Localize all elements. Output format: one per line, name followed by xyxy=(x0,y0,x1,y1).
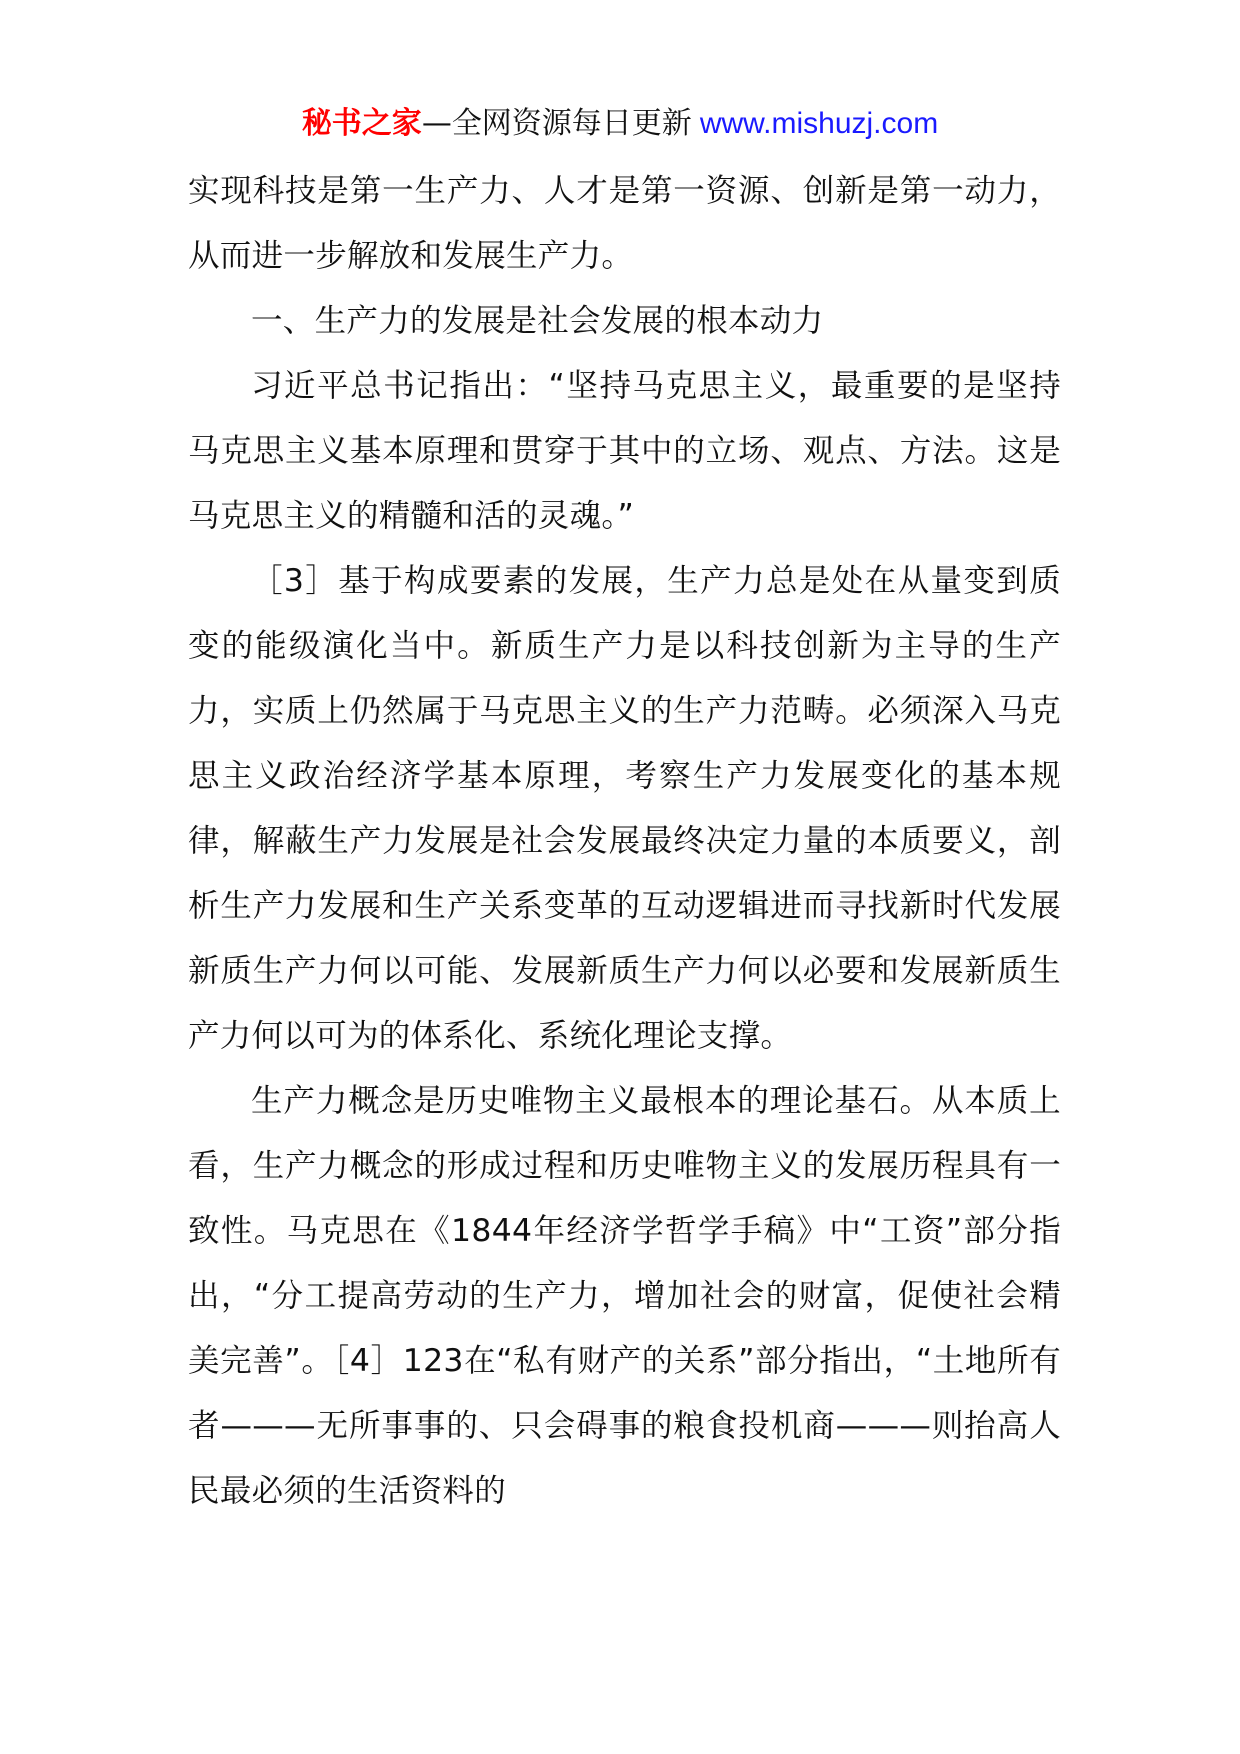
header-tagline: —全网资源每日更新 xyxy=(421,106,692,141)
paragraph-quote: 习近平总书记指出：“坚持马克思主义，最重要的是坚持马克思主义基本原理和贯穿于其中的立场、观点、方法。这是马克思主义的精髓和活的灵魂。” xyxy=(188,368,1061,534)
section-heading: 一、生产力的发展是社会发展的根本动力 xyxy=(251,303,824,339)
paragraph-productivity-concept: 生产力概念是历史唯物主义最根本的理论基石。从本质上看，生产力概念的形成过程和历史唯物主义的发展历程具有一致性。马克思在《1844年经济学哲学手稿》中“工资”部分指出，“分工提高劳动的生产力，增加社会的财富，促使社会精美完善”。［4］123在“私有财产的关系”部分指出，“土地所有者———无所事事的、只会碍事的粮食投机商———则抬高人民最必须的生活资料的 xyxy=(188,1083,1061,1509)
paragraph-productivity-evolution: ［3］基于构成要素的发展，生产力总是处在从量变到质变的能级演化当中。新质生产力是以科技创新为主导的生产力，实质上仍然属于马克思主义的生产力范畴。必须深入马克思主义政治经济学基本原理，考察生产力发展变化的基本规律，解蔽生产力发展是社会发展最终决定力量的本质要义，剖析生产力发展和生产关系变革的互动逻辑进而寻找新时代发展新质生产力何以可能、发展新质生产力何以必要和发展新质生产力何以可为的体系化、系统化理论支撑。 xyxy=(188,563,1061,1054)
brand-name: 秘书之家 xyxy=(301,106,422,141)
website-link[interactable]: www.mishuzj.com xyxy=(699,107,939,140)
page-header xyxy=(0,104,1240,144)
document-body xyxy=(188,159,1061,1524)
paragraph-continuation: 实现科技是第一生产力、人才是第一资源、创新是第一动力，从而进一步解放和发展生产力。 xyxy=(188,173,1061,274)
